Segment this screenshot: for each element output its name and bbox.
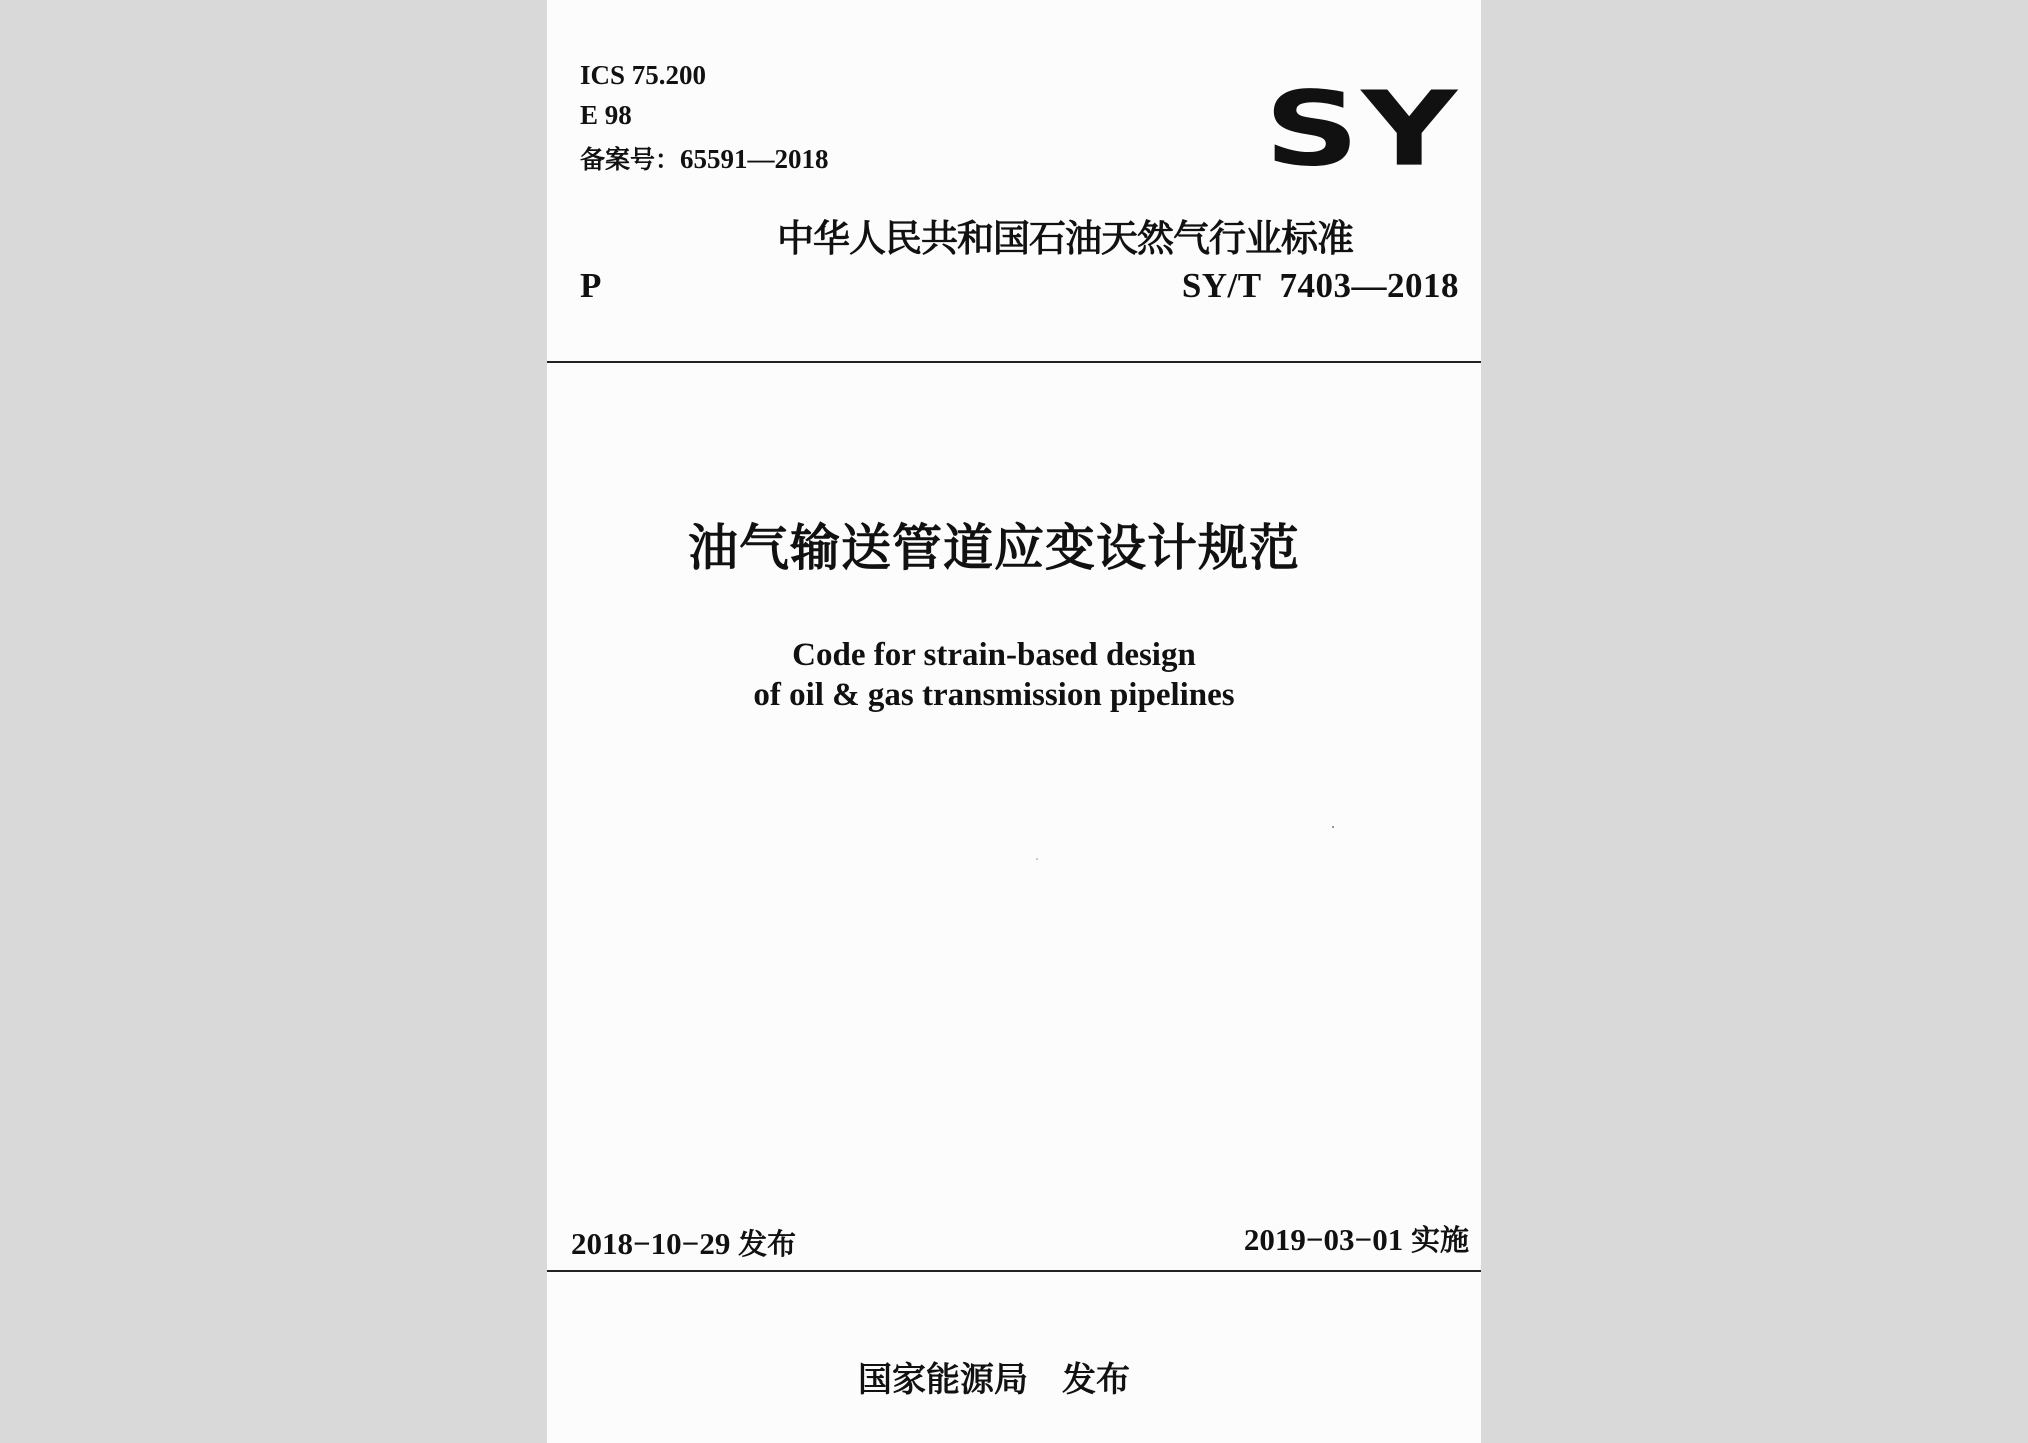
industry-standard-heading: 中华人民共和国石油天然气行业标准	[777, 217, 1353, 260]
publisher-line	[527, 1352, 1461, 1401]
registration-label: 备案号：	[580, 145, 681, 174]
issue-date: 2018−10−29	[571, 1226, 731, 1261]
classification-letter: P	[580, 266, 602, 305]
publisher-name: 国家能源局	[858, 1360, 1028, 1400]
implementation-date-line	[1244, 1218, 1469, 1259]
ccs-code: E 98	[580, 100, 632, 130]
title-chinese: 油气输送管道应变设计规范	[688, 519, 1300, 577]
title-english-line1: Code for strain-based design	[792, 637, 1196, 673]
registration-line	[580, 140, 829, 176]
issue-label: 发布	[738, 1227, 797, 1261]
top-divider	[547, 361, 1481, 363]
issue-date-line	[571, 1222, 796, 1263]
bottom-divider	[547, 1270, 1481, 1272]
implementation-label: 实施	[1410, 1223, 1469, 1257]
scan-speck	[1036, 858, 1038, 860]
implementation-date: 2019−03−01	[1243, 1222, 1404, 1257]
scan-speck	[1332, 826, 1334, 828]
standard-number: SY/T 7403—2018	[1181, 266, 1459, 305]
registration-number: 65591—2018	[680, 144, 829, 174]
publisher-action: 发布	[1062, 1360, 1130, 1400]
title-english-line2: of oil & gas transmission pipelines	[753, 677, 1235, 713]
ics-code: ICS 75.200	[580, 60, 707, 90]
standard-cover-page	[547, 0, 1481, 1443]
sy-logo: SY	[1264, 69, 1459, 190]
